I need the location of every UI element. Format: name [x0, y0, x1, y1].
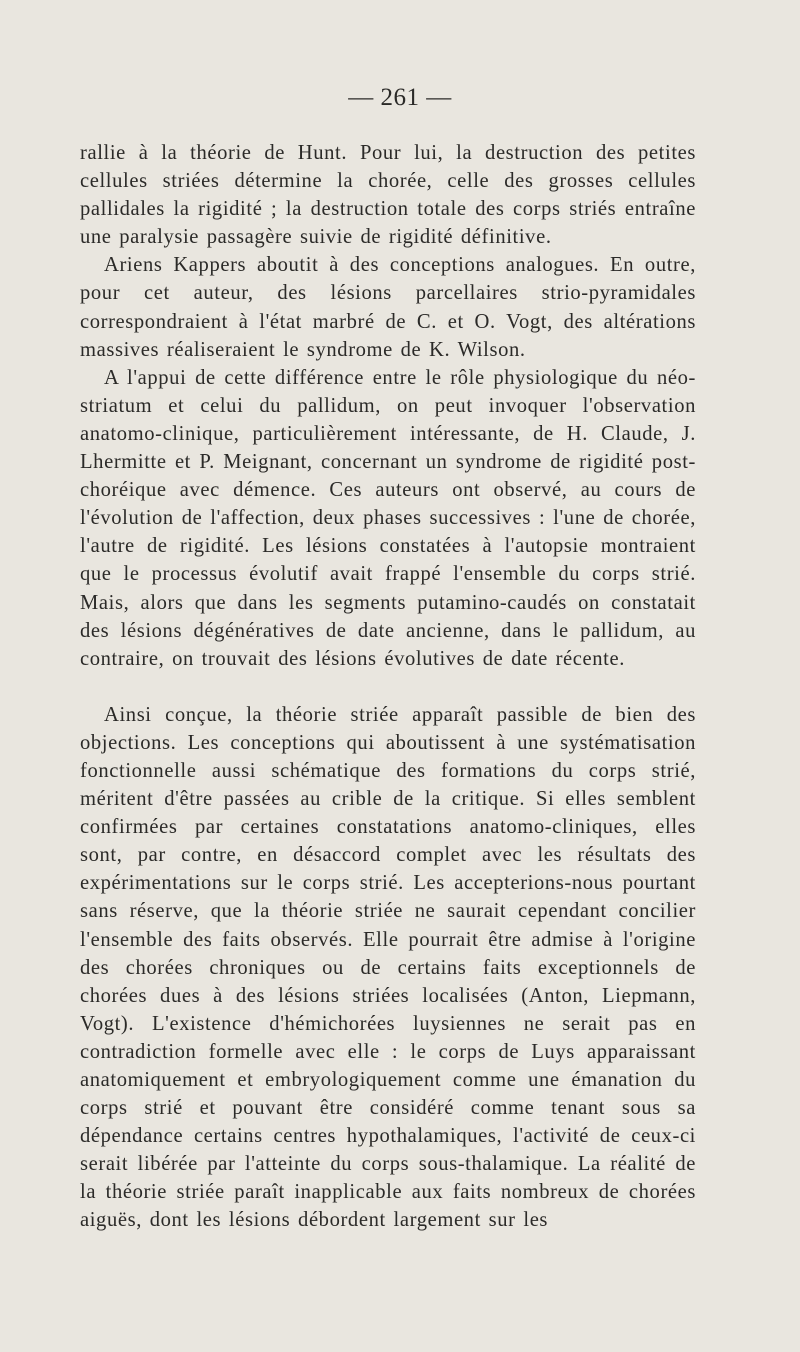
paragraph-ainsi-concue: Ainsi conçue, la théorie striée apparaît passible de bien des objections. Les conceptions qui aboutissent à une systématisation fonctionnelle aussi schématique des formations du corps strié, méritent d'être passées au crible de la critique. Si elles semblent confirmées par certaines constatations anatomo-cliniques, elles sont, par contre, en désaccord complet avec les résultats des expérimentations sur le corps strié. Les accepterions-nous pourtant sans réserve, que la théorie striée ne saurait cependant concilier l'ensemble des faits observés. Elle pourrait être admise à l'origine des chorées chroniques ou de certains faits exceptionnels de chorées dues à des lésions striées localisées (Anton, Liepmann, Vogt). L'existence d'hémichorées luysiennes ne serait pas en contradiction formelle avec elle : le corps de Luys apparaissant anatomiquement et embryologiquement comme une émanation du corps strié et pouvant être considéré comme tenant sous sa dépendance certains centres hypothalamiques, l'activité de ceux-ci serait libérée par l'atteinte du corps sous-thalamique. La réalité de la théorie striée paraît inapplicable aux faits nombreux de chorées aiguës, dont les lésions débordent largement sur les: [80, 703, 696, 1232]
body-text: [80, 139, 696, 1235]
paragraph-continuation: rallie à la théorie de Hunt. Pour lui, la destruction des petites cellules striées détermine la chorée, celle des grosses cellules pallidales la rigidité ; la destruction totale des corps striés entraîne une paralysie passagère suivie de rigidité définitive.: [80, 142, 696, 249]
paragraph-kappers: Ariens Kappers aboutit à des conceptions analogues. En outre, pour cet auteur, des lésions parcellaires strio-pyramidales correspondraient à l'état marbré de C. et O. Vogt, des altérations massives réaliseraient le syndrome de K. Wilson.: [80, 254, 696, 361]
paragraph-appui: A l'appui de cette différence entre le rôle physiologique du néo-striatum et celui du pallidum, on peut invoquer l'observation anatomo-clinique, particulièrement intéressante, de H. Claude, J. Lhermitte et P. Meignant, concernant un syndrome de rigidité post-choréique avec démence. Ces auteurs ont observé, au cours de l'évolution de l'affection, deux phases successives : l'une de chorée, l'autre de rigidité. Les lésions constatées à l'autopsie montraient que le processus évolutif avait frappé l'ensemble du corps strié. Mais, alors que dans les segments putamino-caudés on constatait des lésions dégénératives de date ancienne, dans le pallidum, au contraire, on trouvait des lésions évolutives de date récente.: [80, 366, 696, 670]
page-number: — 261 —: [348, 84, 452, 111]
